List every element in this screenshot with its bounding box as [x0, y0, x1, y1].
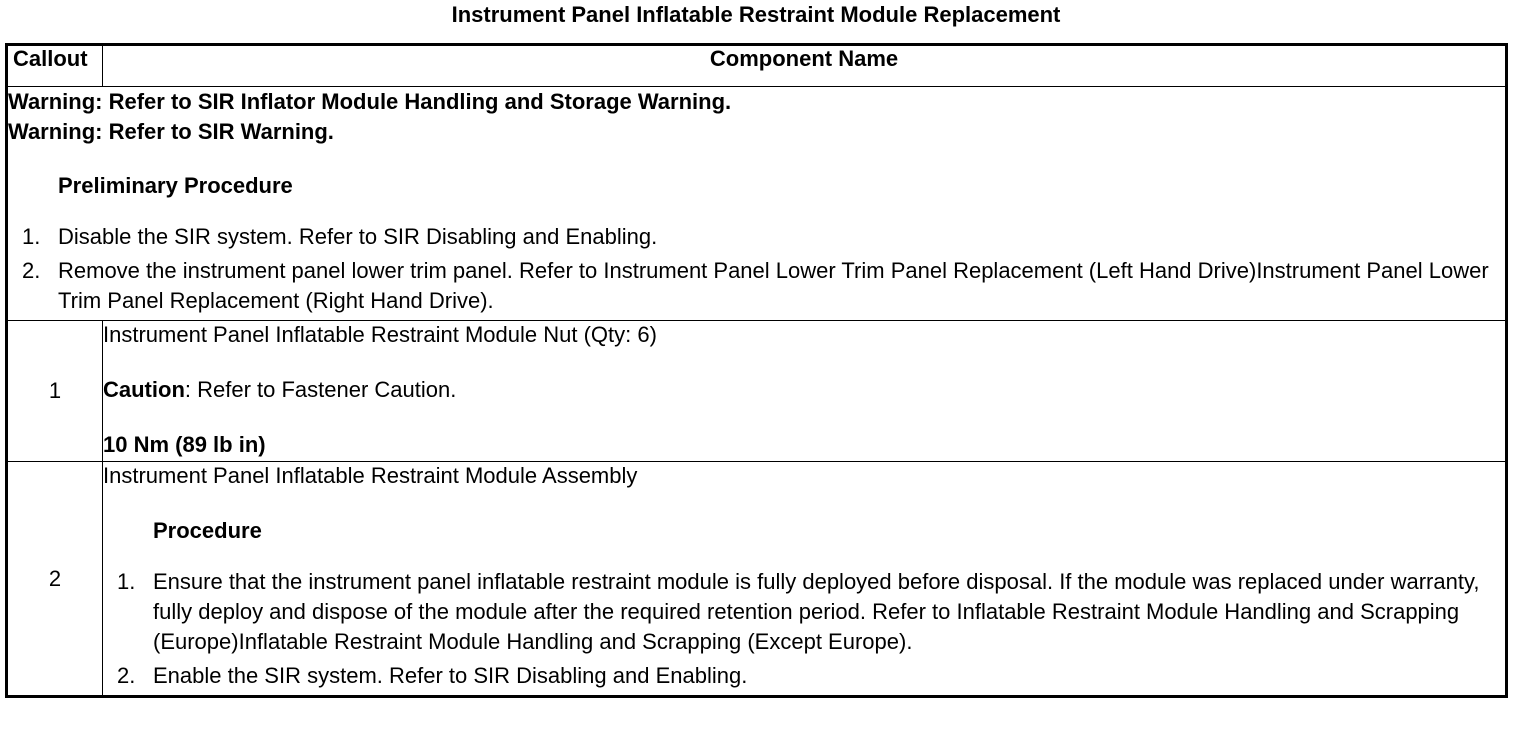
step-number: 2. [117, 663, 136, 688]
procedure-heading: Procedure [153, 518, 262, 543]
table-header-row [7, 45, 1507, 87]
step-number: 2. [22, 258, 41, 283]
preliminary-cell [7, 87, 1507, 321]
page-title: Instrument Panel Inflatable Restraint Module Replacement [451, 2, 1061, 27]
torque-spec: 10 Nm (89 lb in) [103, 432, 266, 457]
step-text: Ensure that the instrument panel inflatable restraint module is fully deployed before disposal. If the module was replaced under warranty, fully deploy and dispose of the module after the required retention period. Refer to Inflatable Restraint Module Handling and Scrapping (Europe)Inflatable Restraint Module Handling and Scrapping (Except Europe). [153, 569, 1480, 654]
step-text: Remove the instrument panel lower trim panel. Refer to Instrument Panel Lower Trim Panel Replacement (Left Hand Drive)Instrument Panel Lower Trim Panel Replacement (Right Hand Drive). [58, 258, 1489, 313]
callout-number: 1 [7, 321, 103, 462]
component-name: Instrument Panel Inflatable Restraint Module Nut (Qty: 6) [103, 322, 657, 347]
component-cell [103, 462, 1507, 697]
callout-header: Callout [7, 45, 103, 87]
list-item [103, 661, 1505, 691]
preliminary-row [7, 87, 1507, 321]
caution-text [103, 376, 1505, 404]
step-text: Disable the SIR system. Refer to SIR Disabling and Enabling. [58, 224, 658, 249]
callout-number: 2 [7, 462, 103, 697]
component-name-header: Component Name [103, 45, 1507, 87]
step-number: 1. [22, 224, 41, 249]
procedure-table [5, 43, 1508, 698]
preliminary-procedure-heading: Preliminary Procedure [58, 173, 293, 198]
table-row [7, 321, 1507, 462]
procedure-steps [103, 567, 1505, 691]
list-item [8, 256, 1505, 316]
step-number: 1. [117, 569, 136, 594]
caution-body: : Refer to Fastener Caution. [184, 377, 457, 402]
component-name: Instrument Panel Inflatable Restraint Module Assembly [103, 463, 638, 488]
warning-text: Warning: Refer to SIR Inflator Module Handling and Storage Warning. [8, 89, 732, 114]
table-row [7, 462, 1507, 697]
step-text: Enable the SIR system. Refer to SIR Disabling and Enabling. [153, 663, 748, 688]
caution-label: Caution [103, 377, 185, 402]
warning-text: Warning: Refer to SIR Warning. [8, 119, 334, 144]
component-cell [103, 321, 1507, 462]
list-item [8, 222, 1505, 252]
list-item [103, 567, 1505, 657]
preliminary-steps [8, 222, 1505, 316]
